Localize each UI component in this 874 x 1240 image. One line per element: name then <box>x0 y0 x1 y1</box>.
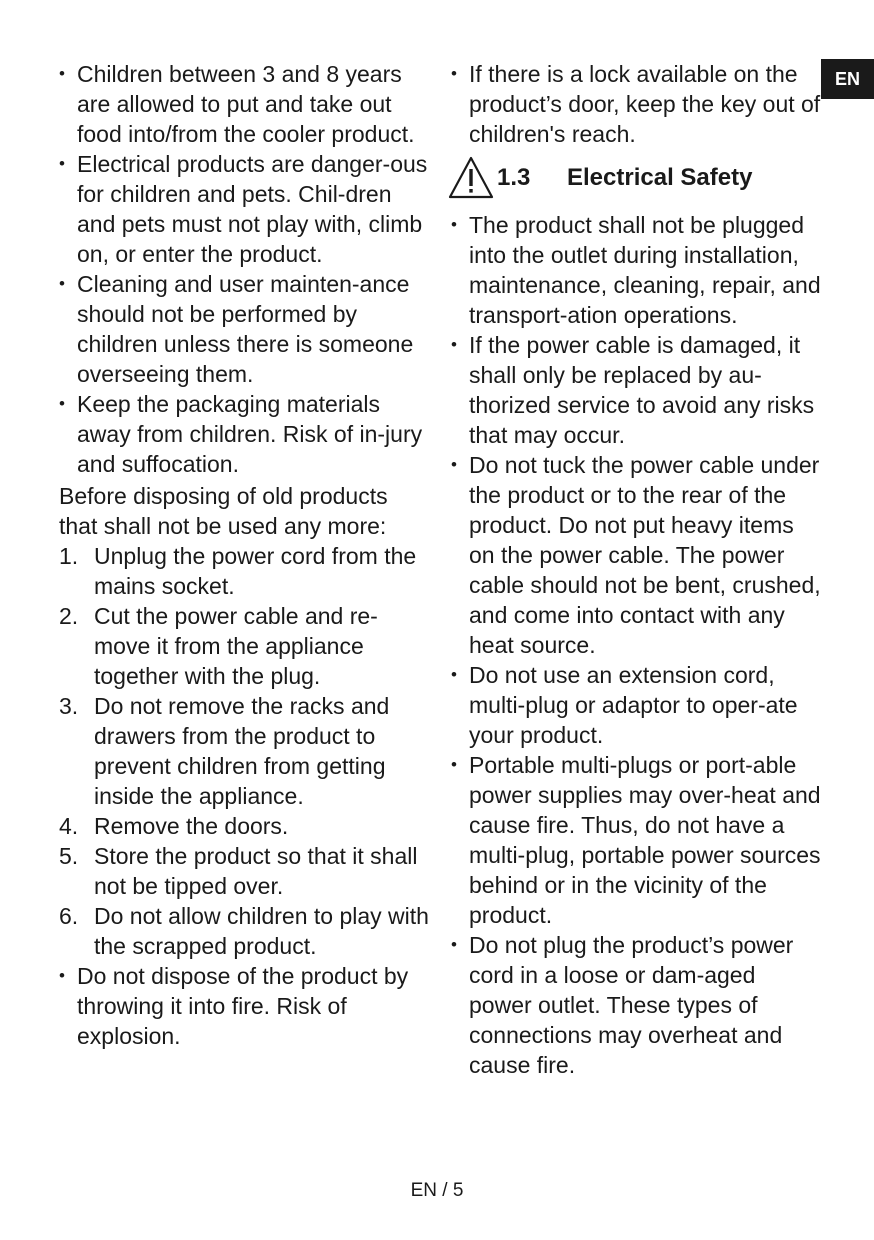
disposal-steps <box>59 541 431 961</box>
step-text: Unplug the power cord from the mains socket. <box>94 543 417 599</box>
step-number: 1. <box>59 543 79 569</box>
list-item: • Do not dispose of the product by throwing it into fire. Risk of explosion. <box>59 961 431 1051</box>
step-item <box>59 811 431 841</box>
step-text: Remove the doors. <box>94 813 289 839</box>
warning-triangle-icon <box>447 155 495 201</box>
list-item: • If the power cable is damaged, it shall only be replaced by au-thorized service to avoid any risks that may occur. <box>451 330 821 450</box>
page-footer: EN / 5 <box>410 1180 464 1201</box>
step-number: 4. <box>59 813 79 839</box>
step-item <box>59 541 431 601</box>
language-tab: EN <box>821 59 874 99</box>
section-number: 1.3 <box>497 164 531 191</box>
right-column <box>451 59 821 1080</box>
disposal-warning-list <box>59 961 431 1051</box>
list-item: • Keep the packaging materials away from children. Risk of in-jury and suffocation. <box>59 389 431 479</box>
step-number: 2. <box>59 603 79 629</box>
list-item: • Do not tuck the power cable under the product or to the rear of the product. Do not put heavy items on the power cable. The power cable should not be bent, crushed, and come into contact with any heat source. <box>451 450 821 660</box>
step-item <box>59 691 431 811</box>
left-column <box>59 59 431 1051</box>
step-number: 6. <box>59 903 79 929</box>
step-item <box>59 901 431 961</box>
list-item: • Portable multi-plugs or port-able power supplies may over-heat and cause fire. Thus, do not have a multi-plug, portable power sources behind or in the vicinity of the product. <box>451 750 821 930</box>
step-number: 3. <box>59 693 79 719</box>
list-item: • If there is a lock available on the product’s door, keep the key out of children's reach. <box>451 59 821 149</box>
list-item: • Cleaning and user mainten-ance should not be performed by children unless there is someone overseeing them. <box>59 269 431 389</box>
electrical-safety-list <box>451 210 821 1080</box>
child-safety-list <box>59 59 431 479</box>
section-title: Electrical Safety <box>567 164 753 191</box>
list-item: • Do not plug the product’s power cord in a loose or dam-aged power outlet. These types of connections may overheat and cause fire. <box>451 930 821 1080</box>
lock-safety-list <box>451 59 821 149</box>
step-text: Do not remove the racks and drawers from the product to prevent children from getting inside the appliance. <box>94 693 390 809</box>
step-text: Do not allow children to play with the scrapped product. <box>94 903 429 959</box>
list-item: • Electrical products are danger-ous for children and pets. Chil-dren and pets must not play with, climb on, or enter the product. <box>59 149 431 269</box>
section-heading <box>447 152 821 204</box>
step-item <box>59 601 431 691</box>
disposal-intro: Before disposing of old products that shall not be used any more: <box>59 483 388 539</box>
step-number: 5. <box>59 843 79 869</box>
list-item: • The product shall not be plugged into the outlet during installation, maintenance, cleaning, repair, and transport-ation operations. <box>451 210 821 330</box>
list-item: • Children between 3 and 8 years are allowed to put and take out food into/from the cooler product. <box>59 59 431 149</box>
step-item <box>59 841 431 901</box>
list-item: • Do not use an extension cord, multi-plug or adaptor to oper-ate your product. <box>451 660 821 750</box>
step-text: Store the product so that it shall not be tipped over. <box>94 843 418 899</box>
step-text: Cut the power cable and re-move it from the appliance together with the plug. <box>94 603 378 689</box>
